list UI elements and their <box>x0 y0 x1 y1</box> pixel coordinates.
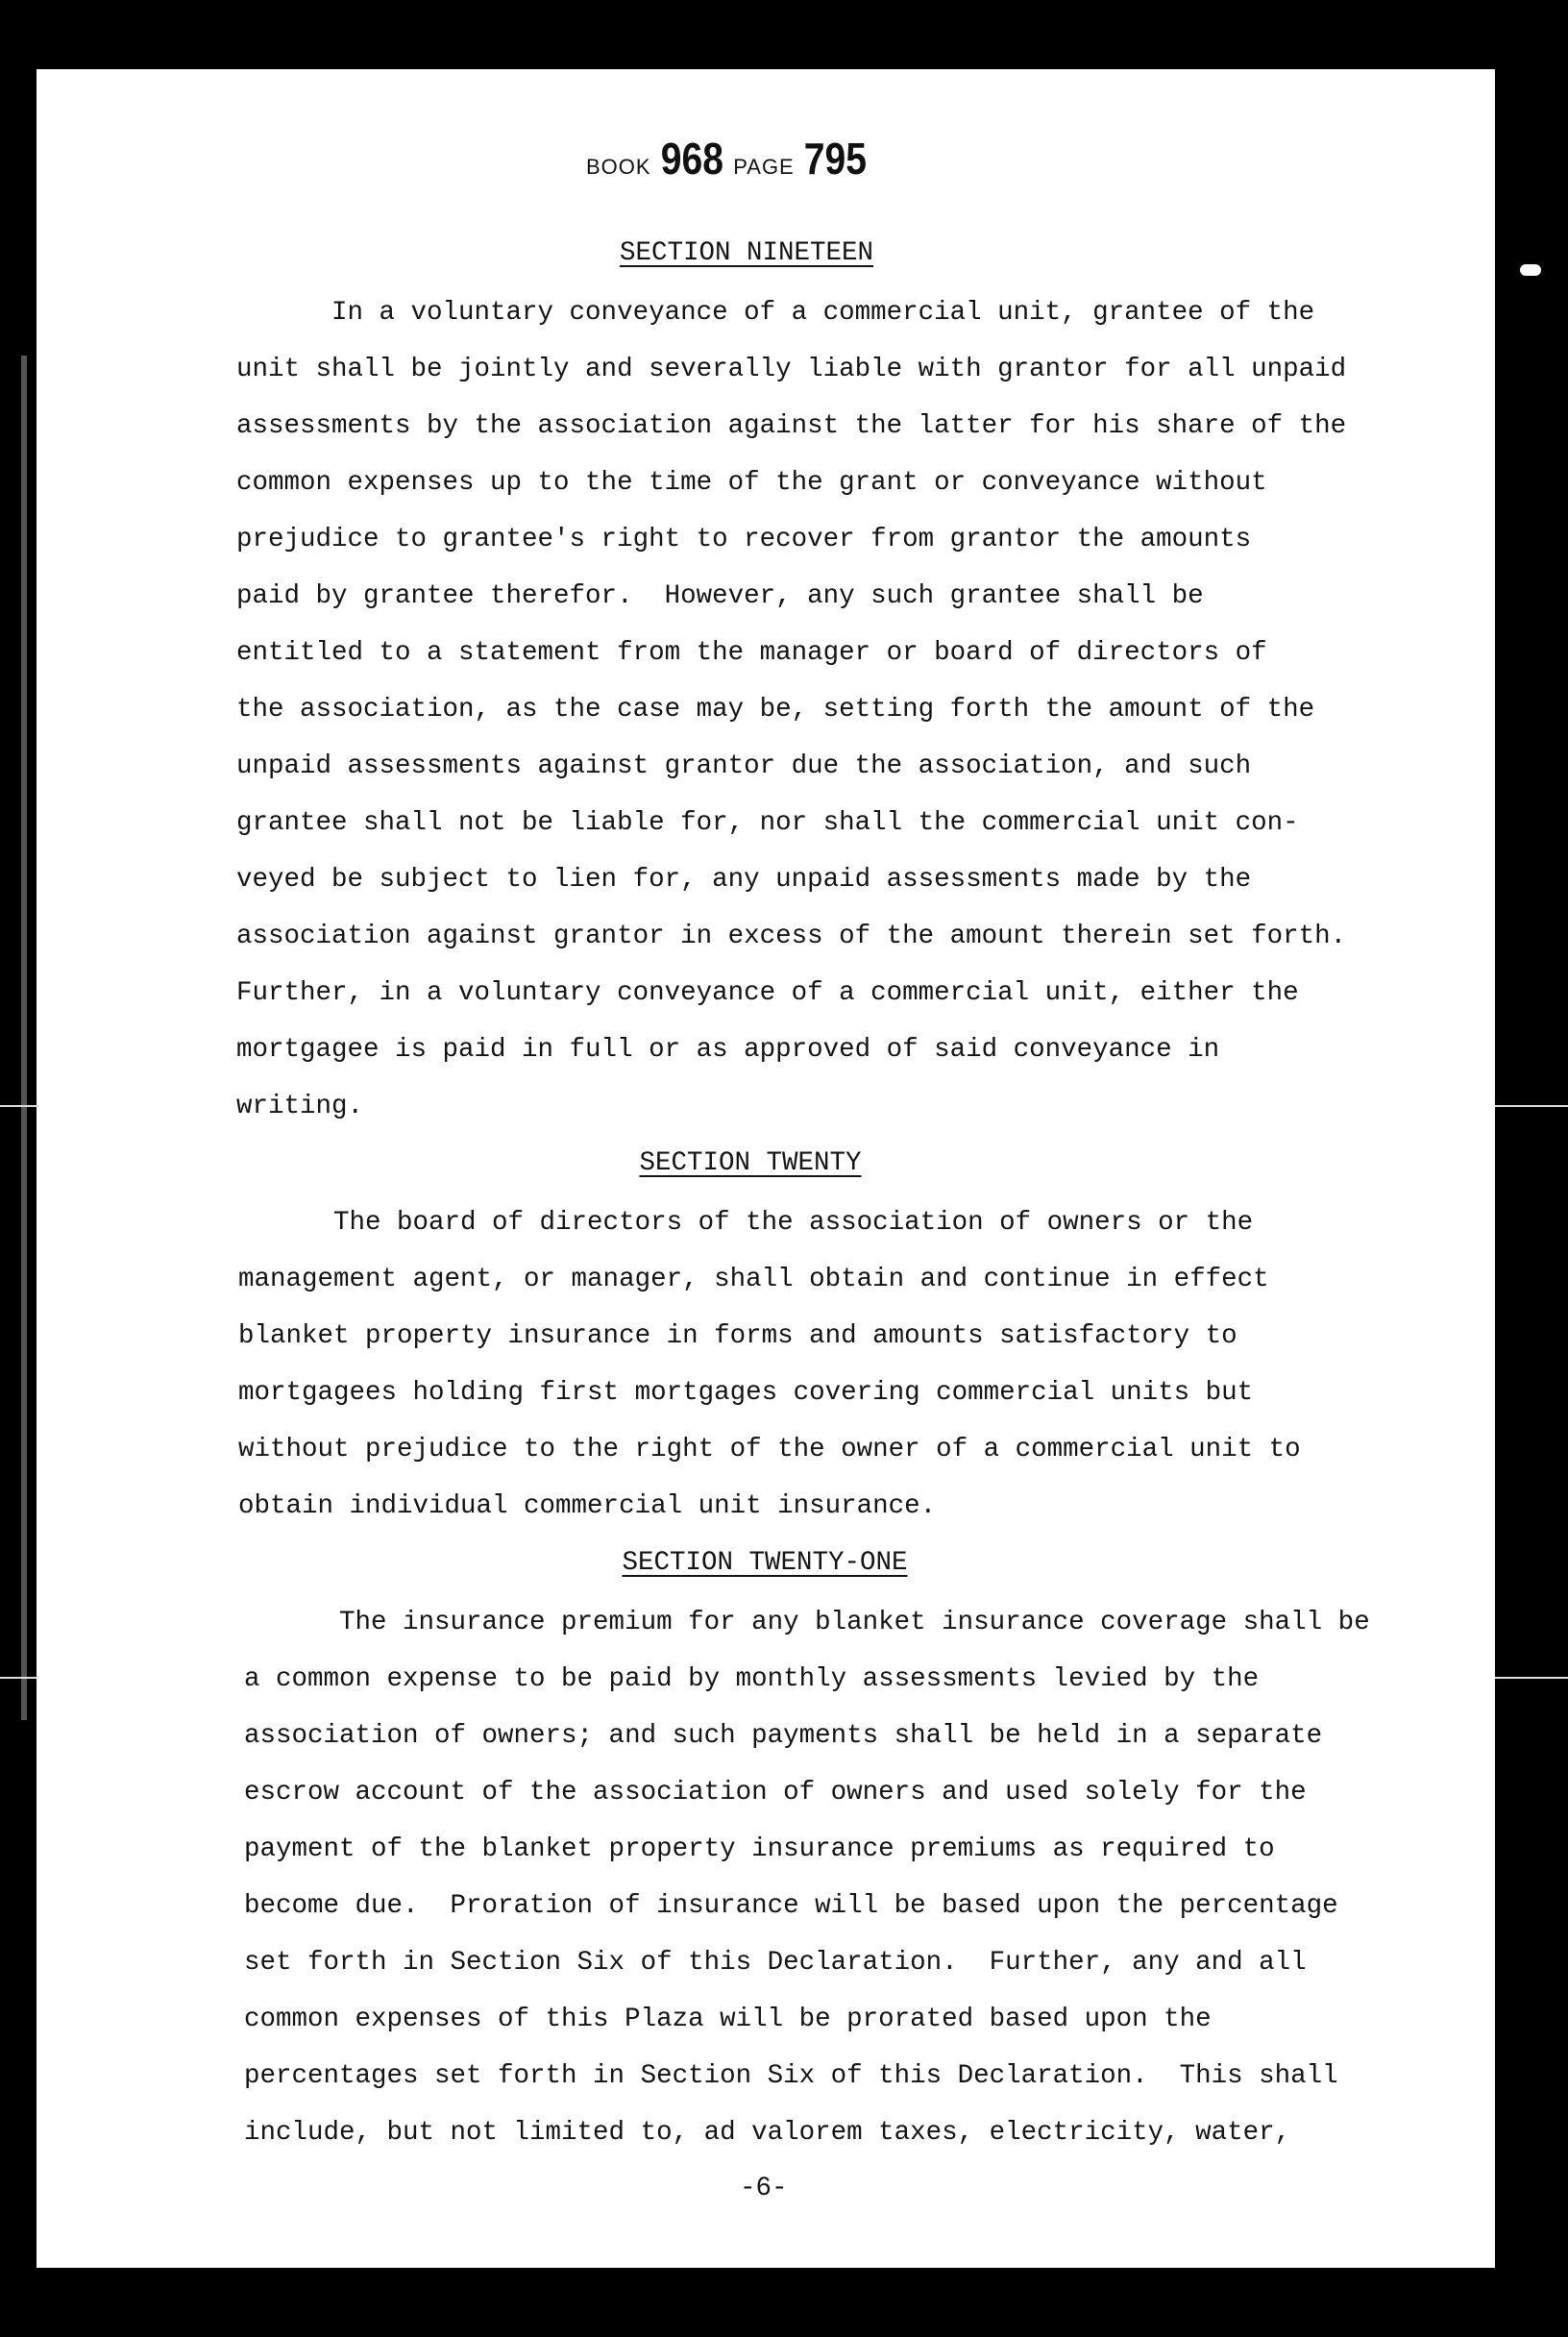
section-nineteen-line-9: unpaid assessments against grantor due the association, and such <box>236 751 1252 781</box>
section-twenty-one-line-2: a common expense to be paid by monthly assessments levied by the <box>244 1664 1260 1694</box>
scan-tick-1 <box>0 1105 38 1107</box>
section-twenty-one-line-8: common expenses of this Plaza will be prorated based upon the <box>244 2005 1212 2034</box>
section-twenty-line-6: obtain individual commercial unit insurance. <box>238 1491 937 1521</box>
section-nineteen-line-15: writing. <box>236 1092 364 1121</box>
section-twenty-line-1: The board of directors of the association of owners or the <box>238 1208 1254 1238</box>
scan-tick-3 <box>1495 1105 1568 1107</box>
book-number: 968 <box>660 134 724 184</box>
section-twenty-one-line-9: percentages set forth in Section Six of this Declaration. This shall <box>244 2061 1338 2091</box>
section-nineteen-line-4: common expenses up to the time of the grant or conveyance without <box>236 468 1267 498</box>
section-twenty-one-line-4: escrow account of the association of owners and used solely for the <box>244 1778 1307 1808</box>
section-twenty-one-line-5: payment of the blanket property insurance premiums as required to <box>244 1834 1275 1864</box>
section-nineteen-line-3: assessments by the association against the latter for his share of the <box>236 411 1347 441</box>
scan-edge-mark-left <box>21 356 27 1720</box>
section-twenty-one-line-1: The insurance premium for any blanket insurance coverage shall be <box>244 1608 1370 1637</box>
section-twenty-one-line-6: become due. Proration of insurance will be based upon the percentage <box>244 1891 1338 1921</box>
section-twenty-one-line-10: include, but not limited to, ad valorem taxes, electricity, water, <box>244 2118 1291 2148</box>
section-twenty-line-3: blanket property insurance in forms and amounts satisfactory to <box>238 1321 1237 1351</box>
page-number-stamp: 795 <box>803 134 868 184</box>
scan-edge-blob <box>1520 264 1541 276</box>
section-nineteen-line-1: In a voluntary conveyance of a commercial unit, grantee of the <box>236 298 1315 328</box>
section-nineteen-line-10: grantee shall not be liable for, nor shall the commercial unit con- <box>236 808 1299 838</box>
section-heading-twenty: SECTION TWENTY <box>639 1148 862 1178</box>
page-label: PAGE <box>733 155 795 179</box>
section-nineteen-line-8: the association, as the case may be, setting forth the amount of the <box>236 695 1315 725</box>
section-nineteen-line-13: Further, in a voluntary conveyance of a commercial unit, either the <box>236 978 1299 1008</box>
section-twenty-one-line-7: set forth in Section Six of this Declaration. Further, any and all <box>244 1948 1307 1978</box>
section-twenty-line-5: without prejudice to the right of the owner of a commercial unit to <box>238 1435 1301 1464</box>
scan-tick-4 <box>1495 1677 1568 1679</box>
section-heading-nineteen: SECTION NINETEEN <box>619 238 874 268</box>
book-label: BOOK <box>586 155 651 179</box>
section-nineteen-line-2: unit shall be jointly and severally liable with grantor for all unpaid <box>236 355 1347 384</box>
section-twenty-line-4: mortgagees holding first mortgages covering commercial units but <box>238 1378 1254 1408</box>
footer-page-number: -6- <box>740 2174 788 2203</box>
section-nineteen-line-14: mortgagee is paid in full or as approved of said conveyance in <box>236 1035 1220 1065</box>
section-nineteen-line-11: veyed be subject to lien for, any unpaid assessments made by the <box>236 865 1252 895</box>
scan-tick-2 <box>0 1677 38 1679</box>
section-nineteen-line-12: association against grantor in excess of the amount therein set forth. <box>236 922 1347 951</box>
section-nineteen-line-6: paid by grantee therefor. However, any such grantee shall be <box>236 581 1204 611</box>
section-nineteen-line-7: entitled to a statement from the manager or board of directors of <box>236 638 1267 668</box>
section-nineteen-line-5: prejudice to grantee's right to recover from grantor the amounts <box>236 525 1252 554</box>
section-twenty-one-line-3: association of owners; and such payments shall be held in a separate <box>244 1721 1323 1751</box>
book-page-stamp <box>586 133 872 184</box>
section-twenty-line-2: management agent, or manager, shall obtain and continue in effect <box>238 1265 1269 1294</box>
section-heading-twenty-one: SECTION TWENTY-ONE <box>622 1548 908 1578</box>
